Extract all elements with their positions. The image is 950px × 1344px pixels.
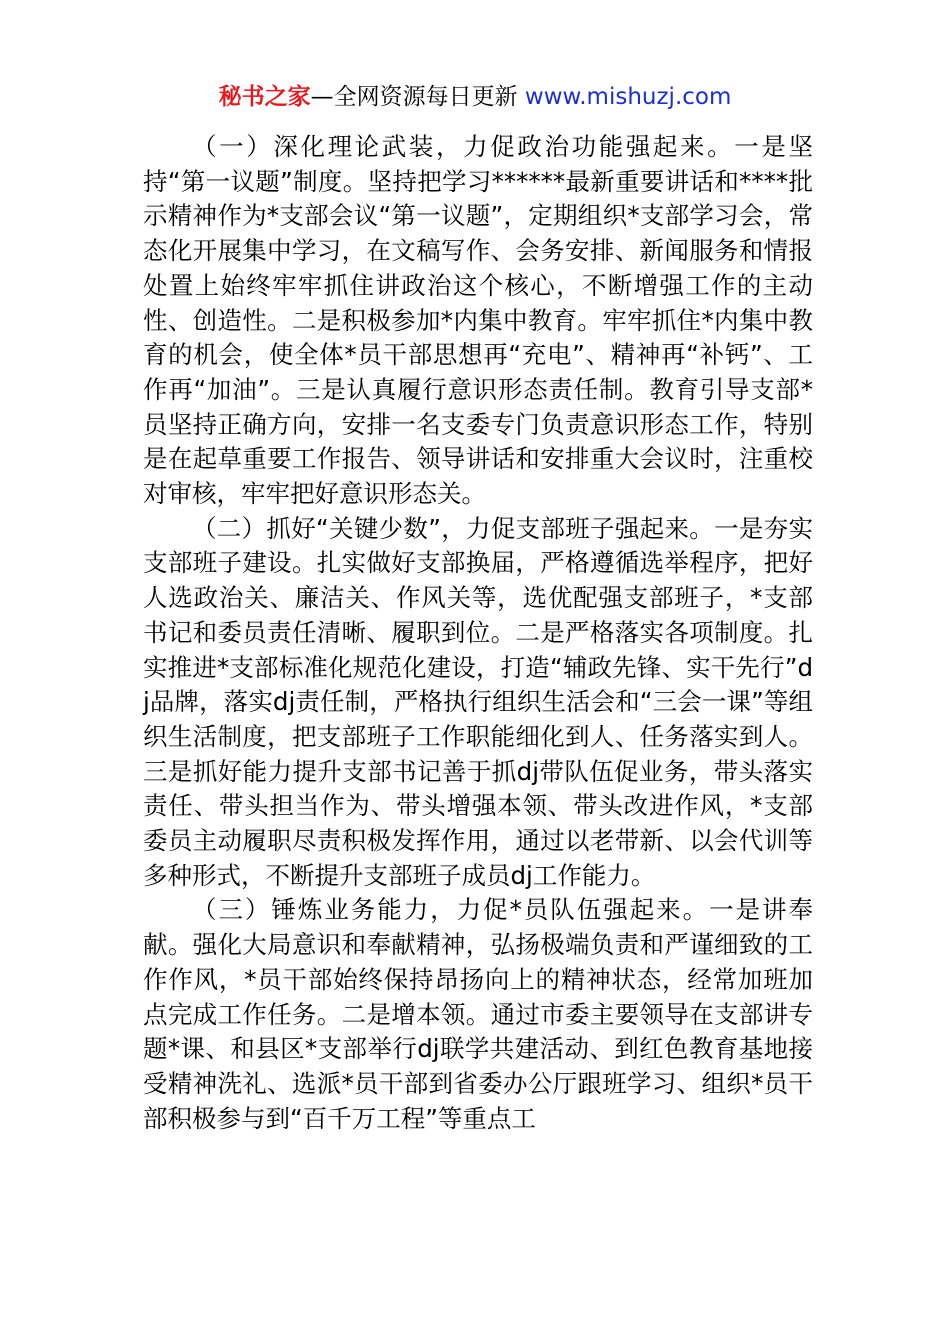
site-url-link[interactable]: www.mishuzj.com — [524, 84, 732, 110]
paragraph-section-3: （三）锤炼业务能力，力促*员队伍强起来。一是讲奉献。强化大局意识和奉献精神，弘扬极端负责和严谨细致的工作作风，*员干部始终保持昂扬向上的精神状态，经常加班加点完成工作任务。二是增本领。通过市委主要领导在支部讲专题*课、和县区*支部举行dj联学共建活动、到红色教育基地接受精神洗礼、选派*员干部到省委办公厅跟班学习、组织*员干部积极参与到“百千万工程”等重点工 — [143, 895, 813, 1133]
page-header — [0, 80, 950, 114]
document-body — [143, 130, 813, 1136]
brand-name: 秘书之家 — [218, 84, 311, 110]
paragraph-section-1: （一）深化理论武装，力促政治功能强起来。一是坚持“第一议题”制度。坚持把学习******最新重要讲话和****批示精神作为*支部会议“第一议题”，定期组织*支部学习会，常态化开展集中学习，在文稿写作、会务安排、新闻服务和情报处置上始终牢牢抓住讲政治这个核心，不断增强工作的主动性、创造性。二是积极参加*内集中教育。牢牢抓住*内集中教育的机会，使全体*员干部思想再“充电”、精神再“补钙”、工作再“加油”。三是认真履行意识形态责任制。教育引导支部*员坚持正确方向，安排一名支委专门负责意识形态工作，特别是在起草重要工作报告、领导讲话和安排重大会议时，注重校对审核，牢牢把好意识形态关。 — [143, 132, 813, 509]
header-tagline: —全网资源每日更新 — [310, 84, 518, 110]
paragraph-section-2: （二）抓好“关键少数”，力促支部班子强起来。一是夯实支部班子建设。扎实做好支部换届，严格遵循选举程序，把好人选政治关、廉洁关、作风关等，选优配强支部班子，*支部书记和委员责任清晰、履职到位。二是严格落实各项制度。扎实推进*支部标准化规范化建设，打造“辅政先锋、实干先行”dj品牌，落实dj责任制，严格执行组织生活会和“三会一课”等组织生活制度，把支部班子工作职能细化到人、任务落实到人。三是抓好能力提升支部书记善于抓dj带队伍促业务，带头落实责任、带头担当作为、带头增强本领、带头改进作风，*支部委员主动履职尽责积极发挥作用，通过以老带新、以会代训等多种形式，不断提升支部班子成员dj工作能力。 — [143, 513, 813, 890]
